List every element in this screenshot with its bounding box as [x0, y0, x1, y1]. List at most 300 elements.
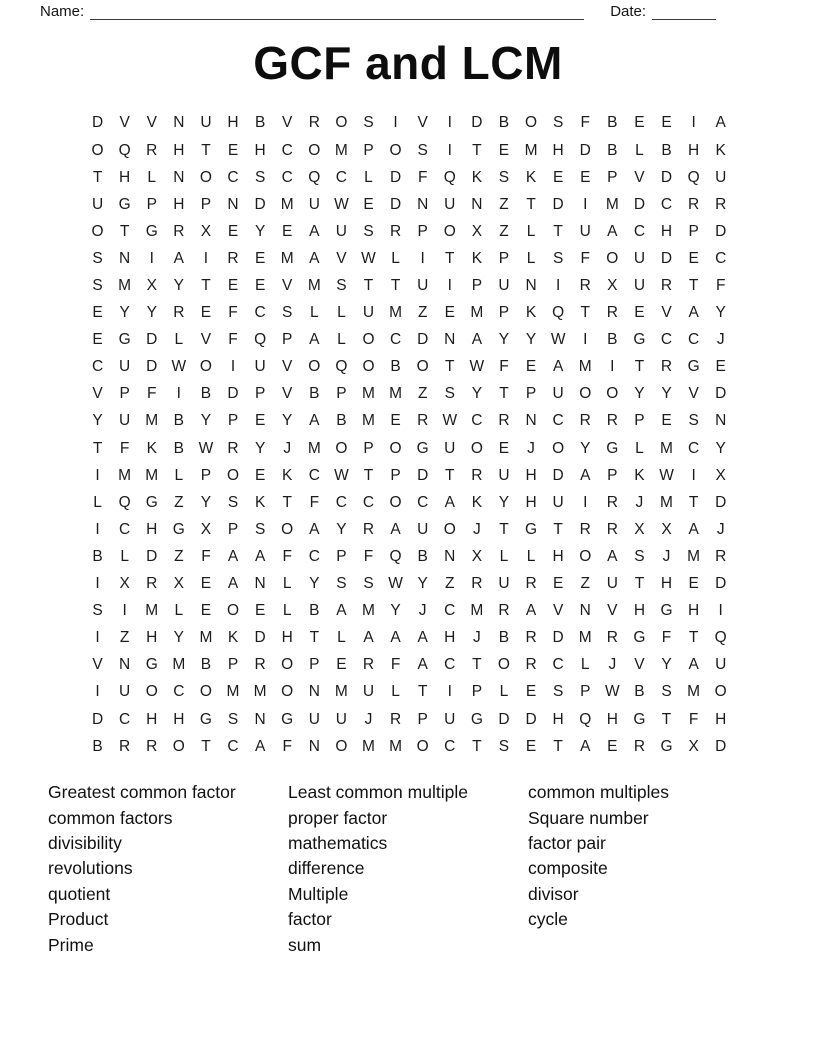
grid-letter: I	[718, 602, 723, 620]
grid-letter: E	[254, 277, 266, 294]
grid-letter: T	[201, 141, 211, 159]
word-list-item: quotient	[48, 883, 111, 904]
grid-letter: W	[659, 466, 674, 484]
grid-letter: P	[227, 520, 239, 538]
grid-letter: D	[660, 249, 673, 267]
grid-letter: E	[580, 168, 591, 186]
grid-letter: Y	[634, 385, 645, 403]
grid-letter: G	[118, 331, 131, 349]
grid-letter: J	[608, 656, 617, 674]
grid-letter: R	[579, 412, 591, 430]
grid-letter: I	[447, 141, 452, 159]
grid-letter: S	[688, 412, 699, 430]
grid-letter: V	[282, 358, 293, 376]
grid-letter: H	[715, 710, 727, 728]
grid-letter: Z	[580, 575, 590, 593]
grid-letter: Q	[552, 304, 565, 322]
grid-letter: R	[606, 629, 618, 647]
grid-letter: P	[525, 385, 537, 403]
grid-letter: L	[499, 547, 509, 565]
grid-letter: U	[579, 222, 591, 240]
grid-letter: Y	[200, 493, 212, 511]
grid-letter: L	[309, 304, 319, 322]
grid-letter: X	[173, 575, 184, 593]
grid-letter: I	[447, 277, 452, 294]
grid-letter: L	[391, 249, 400, 267]
grid-letter: F	[228, 304, 238, 322]
grid-letter: S	[634, 547, 645, 565]
grid-letter: E	[254, 412, 266, 430]
grid-letter: W	[442, 412, 458, 430]
grid-letter: I	[393, 114, 398, 132]
grid-letter: U	[552, 385, 564, 403]
grid-letter: Y	[173, 277, 184, 294]
grid-letter: Y	[254, 222, 266, 240]
grid-letter: U	[633, 277, 646, 294]
grid-letter: M	[605, 195, 619, 213]
grid-letter: K	[471, 249, 483, 267]
grid-letter: X	[661, 520, 672, 538]
grid-letter: D	[633, 195, 646, 213]
grid-letter: V	[634, 168, 645, 186]
word-list-column-3	[528, 780, 669, 958]
grid-letter: P	[417, 710, 428, 728]
grid-letter: Z	[119, 629, 130, 647]
grid-letter: G	[118, 195, 131, 213]
grid-letter: R	[362, 520, 375, 538]
word-list-item: divisibility	[48, 832, 122, 853]
grid-letter: O	[91, 222, 104, 240]
grid-letter: U	[444, 195, 456, 213]
grid-letter: N	[173, 114, 185, 132]
grid-letter: O	[389, 141, 402, 159]
grid-letter: V	[417, 114, 428, 132]
grid-letter: Y	[282, 412, 293, 430]
grid-letter: S	[363, 575, 374, 593]
grid-letter: T	[363, 277, 374, 294]
grid-letter: W	[605, 683, 620, 701]
word-list-column-1	[48, 780, 288, 958]
grid-letter: T	[553, 222, 563, 240]
grid-letter: V	[552, 602, 564, 620]
grid-letter: H	[688, 602, 700, 620]
grid-letter: H	[444, 629, 456, 647]
grid-letter: K	[525, 168, 537, 186]
grid-letter: P	[634, 412, 645, 430]
grid-letter: E	[715, 358, 726, 376]
grid-letter: T	[92, 439, 103, 457]
grid-letter: W	[198, 439, 214, 457]
grid-letter: E	[634, 304, 645, 322]
grid-letter: G	[525, 520, 538, 538]
grid-letter: U	[444, 439, 456, 457]
grid-letter: C	[444, 656, 456, 674]
grid-letter: J	[472, 520, 481, 538]
grid-letter: R	[579, 520, 591, 538]
grid-letter: C	[688, 439, 700, 457]
grid-letter: P	[146, 195, 157, 213]
grid-letter: D	[146, 547, 158, 565]
grid-letter: Z	[174, 493, 184, 511]
grid-letter: O	[308, 141, 321, 159]
grid-letter: L	[147, 168, 157, 186]
grid-letter: D	[227, 385, 239, 403]
grid-letter: E	[92, 331, 103, 349]
grid-letter: Z	[417, 304, 428, 322]
grid-letter: E	[200, 602, 212, 620]
grid-row	[84, 625, 816, 652]
grid-letter: O	[497, 656, 510, 674]
grid-letter: M	[660, 439, 673, 457]
grid-letter: P	[471, 277, 483, 294]
grid-letter: A	[390, 520, 401, 538]
grid-letter: Y	[471, 385, 483, 403]
grid-letter: B	[92, 737, 103, 755]
grid-letter: T	[92, 168, 103, 186]
grid-letter: M	[389, 737, 403, 755]
grid-letter: E	[227, 222, 239, 240]
word-list-item: common factors	[48, 807, 173, 828]
grid-letter: M	[145, 412, 159, 430]
grid-row	[84, 435, 816, 462]
grid-letter: P	[417, 222, 428, 240]
grid-letter: Y	[200, 412, 212, 430]
grid-letter: D	[552, 195, 564, 213]
word-list-item: factor	[288, 909, 332, 930]
word-list-item: Square number	[528, 807, 649, 828]
grid-row	[84, 272, 816, 299]
grid-letter: K	[146, 439, 157, 457]
grid-letter: D	[552, 629, 564, 647]
grid-letter: D	[389, 195, 402, 213]
grid-letter: M	[253, 683, 267, 701]
grid-letter: P	[282, 331, 293, 349]
grid-letter: I	[230, 358, 236, 376]
grid-letter: J	[716, 520, 725, 538]
grid-letter: H	[146, 520, 158, 538]
grid-letter: T	[634, 575, 645, 593]
grid-letter: O	[199, 168, 212, 186]
grid-letter: N	[525, 277, 537, 294]
grid-letter: F	[499, 358, 509, 376]
word-list-item: mathematics	[288, 832, 388, 853]
grid-letter: V	[688, 385, 699, 403]
grid-letter: M	[578, 358, 592, 376]
grid-letter: H	[146, 629, 158, 647]
grid-letter: K	[282, 466, 293, 484]
grid-letter: O	[579, 547, 592, 565]
grid-letter: G	[660, 602, 673, 620]
grid-letter: C	[552, 412, 564, 430]
grid-letter: T	[390, 277, 401, 294]
grid-letter: P	[119, 385, 130, 403]
grid-row	[84, 543, 816, 570]
grid-letter: O	[525, 114, 538, 132]
grid-letter: P	[390, 466, 401, 484]
grid-row	[84, 652, 816, 679]
grid-letter: H	[552, 710, 564, 728]
grid-letter: P	[227, 656, 239, 674]
name-label: Name:	[40, 3, 85, 20]
grid-letter: Y	[661, 385, 672, 403]
grid-letter: Z	[499, 195, 509, 213]
grid-row	[84, 300, 816, 327]
grid-letter: S	[282, 304, 293, 322]
grid-letter: T	[472, 737, 482, 755]
grid-letter: T	[526, 195, 536, 213]
grid-letter: M	[470, 602, 484, 620]
grid-letter: C	[660, 195, 673, 213]
grid-letter: A	[580, 466, 591, 484]
grid-letter: R	[227, 249, 239, 267]
grid-letter: L	[174, 466, 184, 484]
grid-letter: G	[633, 629, 646, 647]
grid-letter: G	[660, 737, 673, 755]
grid-letter: C	[335, 493, 347, 511]
grid-letter: X	[715, 466, 726, 484]
grid-letter: U	[417, 520, 429, 538]
grid-letter: J	[635, 493, 644, 511]
grid-letter: L	[282, 602, 292, 620]
grid-letter: Z	[445, 575, 455, 593]
grid-row	[84, 408, 816, 435]
grid-letter: Q	[443, 168, 456, 186]
grid-letter: D	[715, 385, 727, 403]
grid-letter: P	[498, 249, 510, 267]
grid-letter: R	[498, 412, 510, 430]
grid-letter: D	[498, 710, 510, 728]
grid-letter: O	[416, 358, 429, 376]
grid-letter: R	[471, 466, 483, 484]
grid-letter: R	[308, 114, 320, 132]
grid-letter: Z	[417, 385, 428, 403]
grid-letter: E	[498, 141, 510, 159]
grid-letter: N	[525, 412, 537, 430]
grid-letter: F	[363, 547, 374, 565]
grid-letter: O	[281, 683, 294, 701]
grid-letter: E	[363, 195, 374, 213]
grid-letter: L	[635, 439, 644, 457]
grid-letter: N	[254, 710, 266, 728]
grid-letter: P	[336, 385, 347, 403]
grid-letter: F	[417, 168, 428, 186]
grid-letter: X	[146, 277, 157, 294]
word-list-item: proper factor	[288, 807, 388, 828]
grid-row	[84, 516, 816, 543]
grid-letter: C	[471, 412, 483, 430]
grid-letter: W	[388, 575, 403, 593]
grid-letter: D	[254, 629, 266, 647]
grid-letter: D	[715, 222, 727, 240]
grid-letter: N	[417, 195, 429, 213]
grid-letter: M	[362, 385, 375, 403]
grid-letter: M	[172, 656, 186, 674]
word-list-item: Product	[48, 909, 109, 930]
grid-letter: X	[607, 277, 618, 294]
grid-letter: P	[607, 168, 618, 186]
grid-letter: A	[688, 520, 699, 538]
grid-letter: D	[417, 466, 429, 484]
grid-letter: F	[282, 737, 292, 755]
grid-letter: R	[525, 575, 537, 593]
grid-letter: C	[417, 493, 429, 511]
grid-letter: Y	[580, 439, 591, 457]
grid-letter: H	[227, 114, 239, 132]
grid-letter: D	[471, 114, 483, 132]
grid-letter: K	[471, 493, 483, 511]
grid-row	[84, 381, 816, 408]
grid-letter: O	[714, 683, 727, 701]
grid-letter: E	[336, 656, 347, 674]
grid-letter: B	[173, 439, 184, 457]
grid-letter: N	[715, 412, 727, 430]
grid-letter: P	[607, 466, 618, 484]
grid-letter: M	[389, 304, 403, 322]
grid-letter: H	[525, 493, 537, 511]
grid-letter: B	[92, 547, 103, 565]
grid-letter: S	[227, 493, 239, 511]
grid-letter: Y	[173, 629, 184, 647]
grid-row	[84, 598, 816, 625]
grid-letter: B	[634, 683, 645, 701]
grid-row	[84, 218, 816, 245]
grid-letter: W	[171, 358, 187, 376]
grid-letter: R	[660, 358, 673, 376]
grid-letter: N	[254, 575, 266, 593]
grid-letter: L	[174, 602, 184, 620]
grid-letter: B	[173, 412, 184, 430]
grid-letter: M	[226, 683, 240, 701]
grid-letter: M	[362, 737, 375, 755]
grid-letter: C	[227, 737, 239, 755]
grid-letter: L	[364, 168, 373, 186]
grid-row	[84, 245, 816, 272]
word-list-item: common multiples	[528, 782, 670, 803]
name-input-line[interactable]	[90, 4, 584, 20]
grid-letter: G	[199, 710, 212, 728]
grid-letter: H	[606, 710, 618, 728]
grid-letter: U	[498, 466, 510, 484]
grid-letter: H	[173, 195, 185, 213]
grid-letter: T	[363, 466, 374, 484]
word-list-item: sum	[288, 934, 322, 955]
grid-row	[84, 462, 816, 489]
grid-letter: R	[146, 575, 158, 593]
grid-letter: R	[254, 656, 266, 674]
grid-letter: D	[389, 168, 402, 186]
grid-letter: W	[550, 331, 566, 349]
grid-letter: L	[499, 683, 509, 701]
grid-letter: X	[634, 520, 645, 538]
grid-letter: B	[309, 602, 320, 620]
grid-letter: F	[201, 547, 211, 565]
grid-row	[84, 164, 816, 191]
grid-letter: U	[362, 304, 375, 322]
grid-letter: R	[688, 195, 700, 213]
grid-letter: F	[119, 439, 130, 457]
grid-letter: K	[525, 304, 537, 322]
grid-letter: I	[149, 249, 154, 267]
grid-letter: I	[95, 683, 100, 701]
grid-letter: M	[118, 466, 132, 484]
date-input-line[interactable]	[652, 4, 716, 20]
grid-letter: F	[688, 710, 699, 728]
grid-letter: G	[606, 439, 619, 457]
grid-letter: P	[580, 683, 591, 701]
grid-letter: T	[661, 710, 672, 728]
grid-letter: S	[227, 710, 239, 728]
grid-letter: E	[254, 602, 266, 620]
grid-letter: R	[660, 277, 673, 294]
grid-letter: E	[688, 575, 699, 593]
grid-letter: Z	[499, 222, 509, 240]
grid-letter: C	[335, 168, 347, 186]
grid-letter: E	[92, 304, 103, 322]
grid-letter: L	[580, 656, 590, 674]
grid-letter: U	[119, 358, 131, 376]
grid-letter: O	[281, 656, 294, 674]
grid-letter: D	[525, 710, 537, 728]
grid-letter: I	[95, 466, 100, 484]
grid-letter: H	[633, 602, 646, 620]
grid-letter: U	[715, 656, 727, 674]
grid-letter: J	[472, 629, 481, 647]
grid-letter: T	[472, 656, 482, 674]
grid-letter: Q	[118, 141, 131, 159]
grid-letter: C	[227, 168, 239, 186]
grid-letter: T	[553, 520, 563, 538]
grid-letter: P	[471, 683, 483, 701]
grid-letter: S	[254, 168, 266, 186]
word-list-item: Least common multiple	[288, 782, 468, 803]
grid-letter: D	[715, 493, 727, 511]
grid-letter: L	[282, 575, 292, 593]
grid-letter: N	[308, 737, 320, 755]
grid-letter: R	[606, 304, 618, 322]
grid-letter: P	[254, 385, 266, 403]
grid-letter: N	[227, 195, 239, 213]
grid-letter: M	[362, 602, 375, 620]
grid-letter: A	[227, 575, 239, 593]
grid-letter: J	[418, 602, 427, 620]
grid-letter: F	[228, 331, 238, 349]
grid-letter: A	[607, 222, 618, 240]
grid-letter: A	[309, 222, 320, 240]
grid-letter: O	[226, 602, 240, 620]
grid-letter: V	[661, 304, 672, 322]
grid-letter: T	[417, 683, 428, 701]
grid-letter: O	[470, 439, 483, 457]
grid-letter: R	[146, 141, 158, 159]
grid-letter: H	[688, 141, 700, 159]
grid-letter: U	[254, 358, 266, 376]
grid-letter: T	[201, 277, 211, 294]
grid-letter: T	[634, 358, 645, 376]
grid-letter: C	[254, 304, 266, 322]
grid-letter: T	[445, 466, 455, 484]
grid-letter: E	[525, 358, 537, 376]
grid-letter: C	[633, 222, 646, 240]
grid-letter: M	[280, 195, 294, 213]
grid-letter: C	[362, 493, 375, 511]
grid-letter: X	[688, 737, 699, 755]
word-list-section	[48, 780, 816, 958]
grid-letter: C	[389, 331, 402, 349]
grid-letter: Y	[498, 331, 510, 349]
grid-letter: A	[336, 602, 347, 620]
grid-letter: X	[200, 222, 212, 240]
grid-letter: Y	[498, 493, 510, 511]
